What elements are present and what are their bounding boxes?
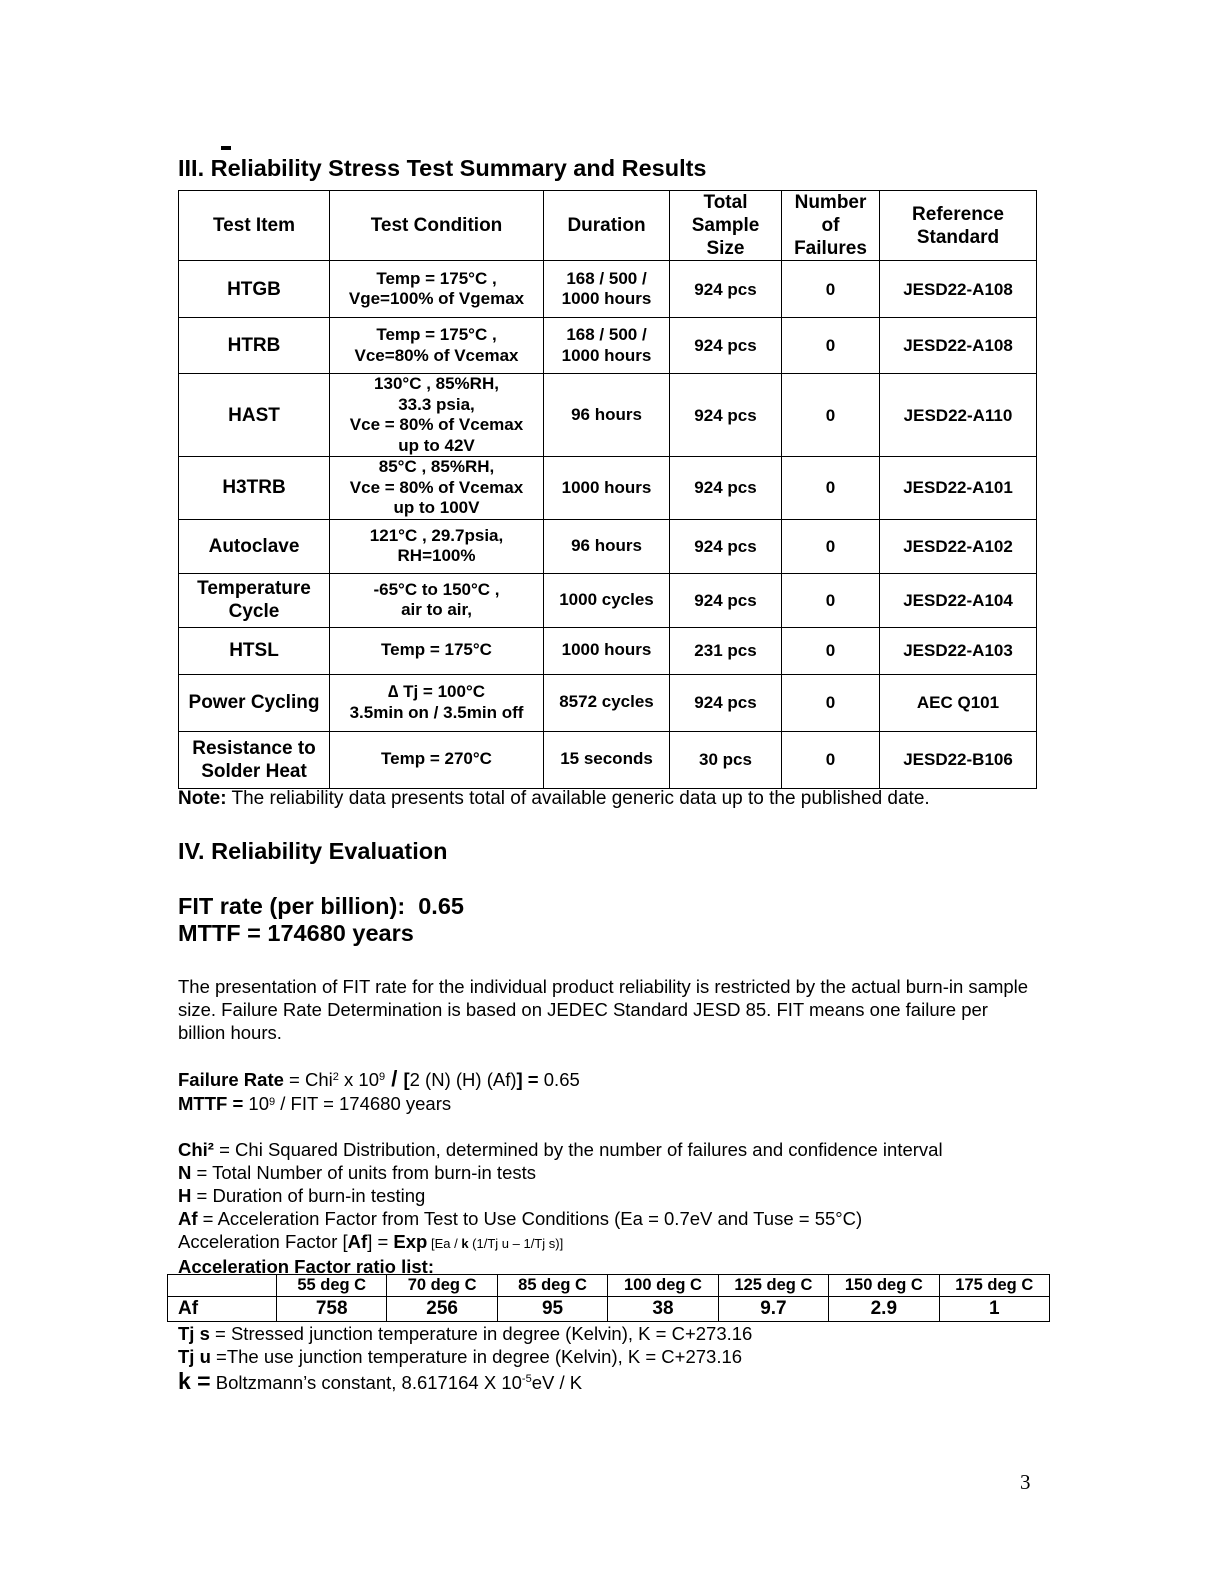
- fit-explanation: The presentation of FIT rate for the individual product reliability is restricted by the actual burn-in sample size. Failure Rate Determination is based on JEDEC Standard JESD 85. FIT means one failure per billion hours.: [178, 976, 1029, 1043]
- header-failures-text: Number of Failures: [794, 192, 867, 259]
- test-condition-cell-line: Vce = 80% of Vcemax: [349, 415, 524, 434]
- test-condition-cell: [330, 374, 544, 457]
- table-row: [179, 261, 1037, 318]
- header-reference-text: Reference Standard: [912, 203, 1004, 248]
- reference-cell: JESD22-B106: [880, 731, 1037, 788]
- af-temp-header: 125 deg C: [718, 1275, 828, 1297]
- test-condition-cell-line: 3.5min on / 3.5min off: [349, 702, 524, 722]
- duration-cell: [544, 573, 670, 627]
- sample-size-cell: 231 pcs: [670, 627, 782, 674]
- accel-mid: ] =: [367, 1231, 394, 1252]
- failures-cell: 0: [782, 457, 880, 520]
- accel-af: Af: [347, 1231, 368, 1252]
- af-value-cell: 256: [387, 1297, 497, 1322]
- duration-cell-line: 1000 hours: [561, 289, 652, 308]
- fr-eq: = Chi: [283, 1069, 333, 1090]
- def-af-label: Af: [178, 1208, 198, 1229]
- duration-cell-line: 96 hours: [571, 404, 642, 424]
- af-temp-header: 70 deg C: [387, 1275, 497, 1297]
- duration-cell: [544, 731, 670, 788]
- af-value-row: [168, 1297, 1050, 1322]
- duration-cell: [544, 457, 670, 520]
- def-af-text: = Acceleration Factor from Test to Use Conditions (Ea = 0.7eV and Tuse = 55°C): [197, 1208, 863, 1229]
- af-ratio-table: [167, 1274, 1050, 1322]
- reference-cell: JESD22-A103: [880, 627, 1037, 674]
- sample-size-cell: 924 pcs: [670, 674, 782, 731]
- af-temp-header: 55 deg C: [277, 1275, 387, 1297]
- reference-cell: JESD22-A108: [880, 261, 1037, 318]
- af-corner-cell: [168, 1275, 277, 1297]
- formulas: [178, 1067, 580, 1116]
- test-condition-cell: [330, 674, 544, 731]
- test-item-cell: HTSL: [179, 627, 330, 674]
- duration-cell-line: 168 / 500 /: [566, 268, 647, 288]
- duration-cell: [544, 627, 670, 674]
- def-chi: [178, 1138, 1078, 1161]
- reference-cell: JESD22-A102: [880, 519, 1037, 573]
- reference-cell: JESD22-A110: [880, 374, 1037, 457]
- failures-cell: 0: [782, 573, 880, 627]
- accel-small-post: (1/Tj u – 1/Tj s)]: [468, 1236, 564, 1251]
- def-h-text: = Duration of burn-in testing: [191, 1185, 426, 1206]
- failures-cell: 0: [782, 627, 880, 674]
- test-condition-cell: [330, 627, 544, 674]
- header-mark: [221, 146, 231, 150]
- test-condition-cell-line: air to air,: [401, 600, 472, 619]
- def-tju-label: Tj u: [178, 1346, 211, 1367]
- failures-cell: 0: [782, 318, 880, 374]
- def-k-sup: -5: [521, 1373, 532, 1385]
- fit-summary: [178, 893, 464, 947]
- def-k-unit: eV / K: [531, 1372, 583, 1393]
- test-condition-cell-line: 130°C , 85%RH,: [374, 374, 499, 393]
- test-item-cell: Power Cycling: [179, 674, 330, 731]
- sample-size-cell: 924 pcs: [670, 457, 782, 520]
- def-tju: [178, 1345, 752, 1368]
- af-temp-header: 150 deg C: [829, 1275, 939, 1297]
- section-3-title: III. Reliability Stress Test Summary and Results: [178, 155, 707, 181]
- fit-rate: FIT rate (per billion): 0.65: [178, 893, 464, 919]
- af-header-row: [168, 1275, 1050, 1297]
- test-condition-cell-line: Vge=100% of Vgemax: [348, 289, 525, 308]
- duration-cell-line: 1000 cycles: [559, 589, 654, 609]
- test-condition-cell-line: Temp = 175°C ,: [376, 268, 497, 288]
- failures-cell: 0: [782, 731, 880, 788]
- def-k-label: k =: [178, 1368, 211, 1394]
- mttf-eq: 10: [243, 1093, 269, 1114]
- fr-bracket-open: [: [403, 1069, 410, 1090]
- def-n-label: N: [178, 1162, 192, 1183]
- duration-cell: [544, 374, 670, 457]
- reference-cell: JESD22-A104: [880, 573, 1037, 627]
- def-n: [178, 1161, 1078, 1184]
- mttf-formula: [178, 1092, 580, 1116]
- test-condition-cell-line: Vce = 80% of Vcemax: [349, 477, 524, 497]
- note-text: The reliability data presents total of available generic data up to the published date.: [226, 788, 930, 809]
- duration-cell-line: 96 hours: [571, 535, 642, 555]
- test-condition-cell-line: Temp = 270°C: [381, 749, 492, 769]
- mttf-rest: / FIT = 174680 years: [275, 1093, 452, 1114]
- table-row: [179, 318, 1037, 374]
- accel-exp: Exp: [393, 1231, 428, 1252]
- duration-cell: [544, 261, 670, 318]
- test-item-cell: Resistance to Solder Heat: [179, 731, 330, 788]
- table-row: [179, 731, 1037, 788]
- test-item-cell: Temperature Cycle: [179, 573, 330, 627]
- af-temp-header: 100 deg C: [608, 1275, 718, 1297]
- test-item-cell: HTRB: [179, 318, 330, 374]
- header-test-condition: Test Condition: [330, 191, 544, 261]
- test-condition-cell-line: up to 42V: [398, 435, 475, 455]
- fr-equals: =: [522, 1069, 544, 1090]
- section-4-title: IV. Reliability Evaluation: [178, 838, 448, 864]
- fr-value: 0.65: [543, 1069, 580, 1090]
- sample-size-cell: 924 pcs: [670, 374, 782, 457]
- stress-test-table: [178, 190, 1037, 789]
- reference-cell: AEC Q101: [880, 674, 1037, 731]
- test-condition-cell-line: -65°C to 150°C ,: [373, 579, 500, 599]
- af-value-cell: 9.7: [718, 1297, 828, 1322]
- fr-slash: /: [385, 1066, 404, 1091]
- def-k-text: Boltzmann’s constant, 8.617164 X 10: [210, 1372, 522, 1393]
- table-note: [178, 788, 930, 810]
- mttf-label: MTTF =: [178, 1093, 244, 1114]
- def-n-text: = Total Number of units from burn-in tests: [191, 1162, 537, 1183]
- duration-cell: [544, 519, 670, 573]
- test-condition-cell: [330, 519, 544, 573]
- def-k: [178, 1370, 752, 1394]
- fr-bracket-close: ]: [516, 1069, 523, 1090]
- definitions: [178, 1138, 1078, 1278]
- test-item-cell: HTGB: [179, 261, 330, 318]
- def-tjs-label: Tj s: [178, 1323, 210, 1344]
- failures-cell: 0: [782, 519, 880, 573]
- test-condition-cell-line: Vce=80% of Vcemax: [354, 345, 519, 365]
- duration-cell-line: 168 / 500 /: [566, 325, 647, 344]
- header-test-item: Test Item: [179, 191, 330, 261]
- def-h: [178, 1184, 1078, 1207]
- header-failures: [782, 191, 880, 261]
- test-condition-cell: [330, 457, 544, 520]
- table-row: [179, 627, 1037, 674]
- table-row: [179, 573, 1037, 627]
- failures-cell: 0: [782, 674, 880, 731]
- test-condition-cell-line: RH=100%: [397, 546, 476, 565]
- af-value-cell: 2.9: [829, 1297, 939, 1322]
- test-item-cell: H3TRB: [179, 457, 330, 520]
- def-chi-label: Chi²: [178, 1139, 214, 1160]
- af-temp-header: 85 deg C: [497, 1275, 607, 1297]
- def-chi-text: = Chi Squared Distribution, determined by the number of failures and confidence interval: [213, 1139, 943, 1160]
- sample-size-cell: 924 pcs: [670, 261, 782, 318]
- af-temp-header: 175 deg C: [939, 1275, 1049, 1297]
- def-accel-factor: [178, 1230, 1078, 1255]
- mttf-sup: 9: [268, 1096, 276, 1108]
- test-condition-cell-line: 85°C , 85%RH,: [378, 457, 495, 476]
- test-condition-cell: [330, 318, 544, 374]
- temperature-definitions: [178, 1322, 752, 1394]
- accel-small-k: k: [461, 1236, 469, 1251]
- test-condition-cell-line: Temp = 175°C ,: [376, 325, 497, 344]
- test-condition-cell-line: 121°C , 29.7psia,: [369, 525, 504, 545]
- duration-cell-line: 15 seconds: [560, 749, 653, 769]
- reference-cell: JESD22-A101: [880, 457, 1037, 520]
- failures-cell: 0: [782, 374, 880, 457]
- test-condition-cell-line: Temp = 175°C: [381, 640, 492, 660]
- header-duration: Duration: [544, 191, 670, 261]
- table-header-row: [179, 191, 1037, 261]
- af-value-cell: 758: [277, 1297, 387, 1322]
- af-value-cell: 38: [608, 1297, 718, 1322]
- duration-cell: [544, 318, 670, 374]
- header-sample-size-text: Total Sample Size: [691, 192, 760, 259]
- failures-cell: 0: [782, 261, 880, 318]
- test-condition-cell: [330, 261, 544, 318]
- duration-cell-line: 8572 cycles: [559, 692, 654, 712]
- header-reference: [880, 191, 1037, 261]
- ratio-title-text: Acceleration Factor ratio list:: [178, 1256, 434, 1277]
- accel-prefix: Acceleration Factor [: [178, 1231, 348, 1252]
- test-condition-cell: [330, 573, 544, 627]
- note-label: Note:: [178, 788, 227, 809]
- test-item-cell: Autoclave: [179, 519, 330, 573]
- def-tjs: [178, 1322, 752, 1345]
- af-value-cell: 95: [497, 1297, 607, 1322]
- table-row: [179, 457, 1037, 520]
- test-condition-cell-line: 33.3 psia,: [398, 394, 475, 414]
- fr-sup1: 2: [332, 1071, 339, 1083]
- fr-mid: x 10: [338, 1069, 379, 1090]
- af-value-cell: 1: [939, 1297, 1049, 1322]
- test-condition-cell-line: ∆ Tj = 100°C: [387, 682, 486, 701]
- sample-size-cell: 924 pcs: [670, 318, 782, 374]
- reference-cell: JESD22-A108: [880, 318, 1037, 374]
- mttf-summary: MTTF = 174680 years: [178, 920, 414, 946]
- duration-cell-line: 1000 hours: [561, 640, 652, 660]
- sample-size-cell: 30 pcs: [670, 731, 782, 788]
- def-af: [178, 1207, 1078, 1230]
- test-item-cell: HAST: [179, 374, 330, 457]
- header-sample-size: [670, 191, 782, 261]
- fr-sup2: 9: [378, 1071, 386, 1083]
- page-number: 3: [1020, 1470, 1031, 1494]
- table-row: [179, 374, 1037, 457]
- test-condition-cell-line: up to 100V: [393, 498, 480, 517]
- test-condition-cell: [330, 731, 544, 788]
- sample-size-cell: 924 pcs: [670, 519, 782, 573]
- duration-cell: [544, 674, 670, 731]
- failure-rate-formula: [178, 1067, 580, 1092]
- def-h-label: H: [178, 1185, 192, 1206]
- table-row: [179, 519, 1037, 573]
- fr-inner: 2 (N) (H) (Af): [409, 1069, 517, 1090]
- duration-cell-line: 1000 hours: [561, 477, 652, 497]
- duration-cell-line: 1000 hours: [561, 345, 652, 365]
- af-row-label: Af: [168, 1297, 277, 1322]
- table-row: [179, 674, 1037, 731]
- def-tju-text: =The use junction temperature in degree (Kelvin), K = C+273.16: [210, 1346, 743, 1367]
- def-tjs-text: = Stressed junction temperature in degree (Kelvin), K = C+273.16: [209, 1323, 753, 1344]
- sample-size-cell: 924 pcs: [670, 573, 782, 627]
- failure-rate-label: Failure Rate: [178, 1069, 284, 1090]
- accel-small-pre: [Ea /: [427, 1236, 462, 1251]
